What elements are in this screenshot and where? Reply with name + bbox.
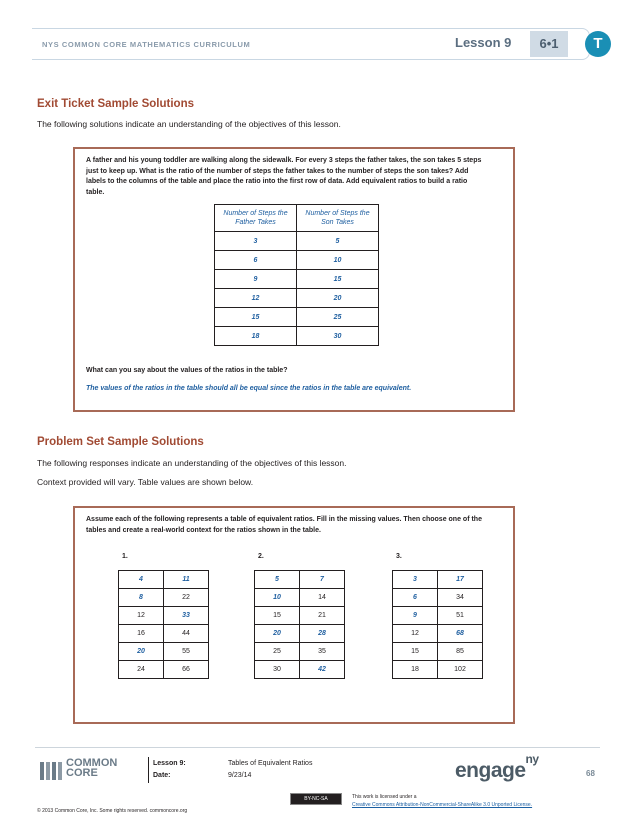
footer-date: 9/23/14 [228,772,252,779]
common-core-logo [66,758,117,778]
exit-ticket-prompt [86,156,481,198]
table-cell: 24 [119,661,164,679]
table-row [255,607,345,625]
lesson-label: Lesson 9 [455,35,512,50]
table-cell: 21 [300,607,345,625]
table-cell: 68 [438,625,483,643]
table-cell: 35 [300,643,345,661]
table-cell: 12 [119,607,164,625]
table-row [255,661,345,679]
table-cell: 5 [297,232,379,251]
table-cell: 22 [164,589,209,607]
table-number-1: 1. [122,553,128,560]
problem-set-note: Context provided will vary. Table values are shown below. [37,477,254,487]
prompt-line: A father and his young toddler are walking along the sidewalk. For every 3 steps the father takes, the son takes 5 steps [86,157,482,164]
footer-lesson-title: Tables of Equivalent Ratios [228,760,313,767]
ratio-table-2 [254,570,345,679]
table-cell: 18 [215,327,297,346]
table-cell: 16 [119,625,164,643]
logo-word-bottom: CORE [66,767,98,779]
table-cell: 30 [297,327,379,346]
table-row [119,589,209,607]
table-cell: 3 [215,232,297,251]
table-number-3: 3. [396,553,402,560]
table-cell: 28 [300,625,345,643]
table-cell: 15 [255,607,300,625]
table-cell: 66 [164,661,209,679]
table-row [119,607,209,625]
table-cell: 25 [297,308,379,327]
prompt-line: just to keep up. What is the ratio of the number of steps the father takes to the number of steps the son takes? Add [86,167,469,175]
header-line: Number of Steps the [223,210,288,217]
table-cell: 42 [300,661,345,679]
exit-ticket-title: Exit Ticket Sample Solutions [37,98,194,110]
exit-ticket-answer: The values of the ratios in the table should all be equal since the ratios in the table are equivalent. [86,385,412,392]
table-cell: 30 [255,661,300,679]
table-cell: 85 [438,643,483,661]
table-row [215,270,379,289]
exit-ticket-intro: The following solutions indicate an understanding of the objectives of this lesson. [37,119,341,129]
table-cell: 7 [300,571,345,589]
engage-sup: ny [525,752,539,766]
table-row [255,625,345,643]
table-row [215,308,379,327]
table-row [119,625,209,643]
module-label: 6•1 [530,31,568,57]
footer-lesson-key: Lesson 9: [153,760,186,767]
table-cell: 51 [438,607,483,625]
table-cell: 25 [255,643,300,661]
table-row [215,327,379,346]
table-cell: 11 [164,571,209,589]
prompt-line: tables and create a real-world context for the ratios shown in the table. [86,526,321,534]
table-row [393,643,483,661]
table-cell: 12 [215,289,297,308]
header-line: Son Takes [321,219,354,226]
table-cell: 34 [438,589,483,607]
table-cell: 102 [438,661,483,679]
table-row [393,607,483,625]
problem-set-prompt [86,515,482,536]
table-cell: 4 [119,571,164,589]
header-line: Number of Steps the [305,210,370,217]
table-cell: 5 [255,571,300,589]
license-text: This work is licensed under a [352,794,417,800]
table-cell: 9 [215,270,297,289]
table-cell: 55 [164,643,209,661]
header-line: Father Takes [235,219,276,226]
engage-word: engage [455,759,526,782]
table-cell: 33 [164,607,209,625]
copyright-text: © 2013 Common Core, Inc. Some rights reserved. commoncore.org [37,808,188,814]
father-steps-header [215,205,297,232]
son-steps-header [297,205,379,232]
steps-ratio-table [214,204,379,346]
table-header-row [215,205,379,232]
table-cell: 8 [119,589,164,607]
table-cell: 14 [300,589,345,607]
table-cell: 17 [438,571,483,589]
logo-word-top: COMMON [66,757,118,769]
table-row [393,571,483,589]
page-number: 68 [586,769,595,778]
ratio-table-1 [118,570,209,679]
problem-set-title: Problem Set Sample Solutions [37,436,204,448]
common-core-logo-icon [40,762,64,780]
table-cell: 3 [393,571,438,589]
problem-set-intro: The following responses indicate an understanding of the objectives of this lesson. [37,458,347,468]
table-cell: 12 [393,625,438,643]
table-row [119,643,209,661]
table-row [393,625,483,643]
footer-date-key: Date: [153,772,171,779]
prompt-line: table. [86,188,105,196]
table-cell: 18 [393,661,438,679]
table-row [393,661,483,679]
table-cell: 15 [215,308,297,327]
table-cell: 9 [393,607,438,625]
table-row [215,251,379,270]
table-cell: 15 [297,270,379,289]
table-row [393,589,483,607]
engage-ny-logo [455,752,539,783]
exit-ticket-question: What can you say about the values of the ratios in the table? [86,367,288,374]
table-row [255,589,345,607]
ratio-table-3 [392,570,483,679]
table-cell: 10 [297,251,379,270]
table-cell: 44 [164,625,209,643]
curriculum-title: NYS COMMON CORE MATHEMATICS CURRICULUM [42,40,251,49]
table-cell: 20 [119,643,164,661]
table-row [255,571,345,589]
table-cell: 15 [393,643,438,661]
footer-vertical-divider [148,757,149,783]
table-cell: 10 [255,589,300,607]
prompt-line: Assume each of the following represents a table of equivalent ratios. Fill in the missing values. Then choose one of the [86,516,482,523]
table-cell: 20 [297,289,379,308]
prompt-line: labels to the columns of the table and place the ratio into the first row of data. Add equivalent ratios to build a ratio [86,178,468,185]
table-row [119,571,209,589]
table-row [215,232,379,251]
table-cell: 20 [255,625,300,643]
license-link[interactable]: Creative Commons Attribution-NonCommercial-ShareAlike 3.0 Unported License. [352,802,533,808]
footer-divider [35,747,600,748]
table-cell: 6 [215,251,297,270]
teacher-badge: T [585,31,611,57]
table-row [119,661,209,679]
table-number-2: 2. [258,553,264,560]
table-cell: 6 [393,589,438,607]
creative-commons-badge-icon: BY-NC-SA [290,793,342,805]
table-row [215,289,379,308]
table-row [255,643,345,661]
